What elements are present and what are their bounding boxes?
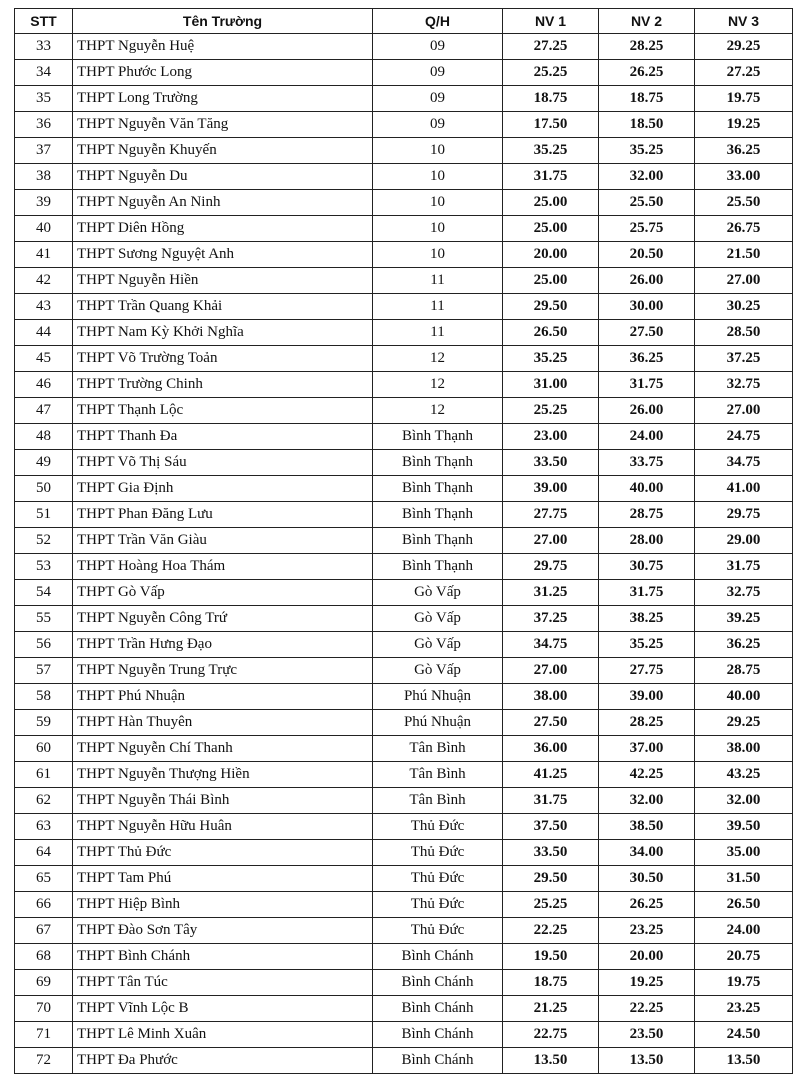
cell-school-name: THPT Gò Vấp <box>73 580 373 606</box>
cell-nv3: 26.50 <box>695 892 793 918</box>
cell-stt: 66 <box>15 892 73 918</box>
cell-nv3: 19.75 <box>695 86 793 112</box>
cell-stt: 63 <box>15 814 73 840</box>
cell-stt: 37 <box>15 138 73 164</box>
cell-nv1: 27.00 <box>503 658 599 684</box>
cell-nv1: 31.75 <box>503 164 599 190</box>
cell-stt: 68 <box>15 944 73 970</box>
cell-nv3: 29.75 <box>695 502 793 528</box>
cell-school-name: THPT Võ Thị Sáu <box>73 450 373 476</box>
cell-district: 12 <box>373 346 503 372</box>
table-row <box>15 294 793 320</box>
cell-school-name: THPT Phan Đăng Lưu <box>73 502 373 528</box>
cell-nv3: 28.50 <box>695 320 793 346</box>
cell-nv2: 42.25 <box>599 762 695 788</box>
cell-nv1: 34.75 <box>503 632 599 658</box>
cell-district: 12 <box>373 372 503 398</box>
cell-district: Bình Chánh <box>373 944 503 970</box>
cell-nv1: 23.00 <box>503 424 599 450</box>
cell-nv3: 33.00 <box>695 164 793 190</box>
cell-stt: 44 <box>15 320 73 346</box>
table-row <box>15 450 793 476</box>
table-row <box>15 684 793 710</box>
cell-nv1: 27.00 <box>503 528 599 554</box>
cell-district: Tân Bình <box>373 788 503 814</box>
cell-nv1: 39.00 <box>503 476 599 502</box>
cell-nv3: 19.75 <box>695 970 793 996</box>
cell-nv3: 25.50 <box>695 190 793 216</box>
cell-district: Bình Chánh <box>373 996 503 1022</box>
table-row <box>15 34 793 60</box>
cell-school-name: THPT Hoàng Hoa Thám <box>73 554 373 580</box>
cell-stt: 34 <box>15 60 73 86</box>
cell-school-name: THPT Nguyễn Thái Bình <box>73 788 373 814</box>
cell-stt: 49 <box>15 450 73 476</box>
cell-stt: 56 <box>15 632 73 658</box>
cell-stt: 39 <box>15 190 73 216</box>
cell-district: 10 <box>373 190 503 216</box>
cell-nv1: 25.25 <box>503 60 599 86</box>
cell-district: Gò Vấp <box>373 580 503 606</box>
cell-stt: 64 <box>15 840 73 866</box>
cell-nv3: 36.25 <box>695 632 793 658</box>
cell-nv2: 19.25 <box>599 970 695 996</box>
cell-stt: 48 <box>15 424 73 450</box>
cell-nv1: 13.50 <box>503 1048 599 1074</box>
cell-school-name: THPT Thạnh Lộc <box>73 398 373 424</box>
cell-nv1: 37.50 <box>503 814 599 840</box>
table-header <box>15 9 793 34</box>
cell-school-name: THPT Gia Định <box>73 476 373 502</box>
cell-nv3: 31.75 <box>695 554 793 580</box>
cell-nv3: 27.00 <box>695 268 793 294</box>
cell-district: Thủ Đức <box>373 866 503 892</box>
cell-nv2: 26.25 <box>599 892 695 918</box>
cell-stt: 36 <box>15 112 73 138</box>
cell-school-name: THPT Tân Túc <box>73 970 373 996</box>
cell-nv1: 22.25 <box>503 918 599 944</box>
cell-nv2: 28.25 <box>599 710 695 736</box>
cell-nv2: 31.75 <box>599 372 695 398</box>
table-row <box>15 528 793 554</box>
cell-nv3: 29.25 <box>695 34 793 60</box>
cell-stt: 45 <box>15 346 73 372</box>
cell-nv2: 35.25 <box>599 632 695 658</box>
cell-nv1: 19.50 <box>503 944 599 970</box>
cell-nv3: 30.25 <box>695 294 793 320</box>
cell-district: Tân Bình <box>373 762 503 788</box>
table-row <box>15 268 793 294</box>
cell-nv2: 23.50 <box>599 1022 695 1048</box>
cell-nv1: 25.00 <box>503 190 599 216</box>
table-row <box>15 554 793 580</box>
cell-nv1: 17.50 <box>503 112 599 138</box>
cell-nv2: 24.00 <box>599 424 695 450</box>
cell-stt: 38 <box>15 164 73 190</box>
cell-nv3: 26.75 <box>695 216 793 242</box>
cell-nv3: 37.25 <box>695 346 793 372</box>
table-row <box>15 970 793 996</box>
table-row <box>15 1022 793 1048</box>
cell-nv2: 22.25 <box>599 996 695 1022</box>
cell-nv1: 31.75 <box>503 788 599 814</box>
cell-nv2: 32.00 <box>599 788 695 814</box>
cell-nv2: 18.75 <box>599 86 695 112</box>
cell-nv2: 40.00 <box>599 476 695 502</box>
cell-nv1: 27.25 <box>503 34 599 60</box>
cell-nv2: 30.75 <box>599 554 695 580</box>
cell-district: Bình Chánh <box>373 1022 503 1048</box>
cell-nv2: 28.00 <box>599 528 695 554</box>
cell-nv1: 37.25 <box>503 606 599 632</box>
score-table-sheet <box>14 8 792 1074</box>
cell-nv2: 18.50 <box>599 112 695 138</box>
cell-stt: 57 <box>15 658 73 684</box>
cell-nv3: 32.75 <box>695 580 793 606</box>
admission-scores-table <box>14 8 793 1074</box>
table-row <box>15 840 793 866</box>
cell-district: 09 <box>373 34 503 60</box>
table-row <box>15 502 793 528</box>
cell-nv3: 29.00 <box>695 528 793 554</box>
cell-school-name: THPT Phước Long <box>73 60 373 86</box>
cell-nv2: 30.50 <box>599 866 695 892</box>
cell-nv2: 34.00 <box>599 840 695 866</box>
cell-district: Bình Thạnh <box>373 554 503 580</box>
cell-nv1: 31.00 <box>503 372 599 398</box>
cell-nv1: 36.00 <box>503 736 599 762</box>
cell-nv3: 38.00 <box>695 736 793 762</box>
cell-school-name: THPT Nguyễn An Ninh <box>73 190 373 216</box>
table-row <box>15 138 793 164</box>
cell-nv1: 33.50 <box>503 450 599 476</box>
cell-nv2: 31.75 <box>599 580 695 606</box>
cell-nv3: 39.25 <box>695 606 793 632</box>
cell-nv3: 36.25 <box>695 138 793 164</box>
cell-nv3: 41.00 <box>695 476 793 502</box>
cell-nv2: 39.00 <box>599 684 695 710</box>
table-row <box>15 918 793 944</box>
table-row <box>15 606 793 632</box>
cell-district: Gò Vấp <box>373 606 503 632</box>
table-row <box>15 346 793 372</box>
table-row <box>15 658 793 684</box>
table-row <box>15 164 793 190</box>
table-body <box>15 34 793 1074</box>
cell-district: Bình Thạnh <box>373 476 503 502</box>
cell-nv1: 18.75 <box>503 970 599 996</box>
cell-stt: 65 <box>15 866 73 892</box>
cell-school-name: THPT Nguyễn Văn Tăng <box>73 112 373 138</box>
cell-stt: 69 <box>15 970 73 996</box>
cell-nv1: 21.25 <box>503 996 599 1022</box>
cell-district: Thủ Đức <box>373 840 503 866</box>
cell-school-name: THPT Phú Nhuận <box>73 684 373 710</box>
cell-stt: 46 <box>15 372 73 398</box>
cell-stt: 35 <box>15 86 73 112</box>
cell-school-name: THPT Thủ Đức <box>73 840 373 866</box>
cell-stt: 72 <box>15 1048 73 1074</box>
cell-district: 11 <box>373 294 503 320</box>
cell-nv3: 24.50 <box>695 1022 793 1048</box>
table-row <box>15 892 793 918</box>
cell-school-name: THPT Sương Nguyệt Anh <box>73 242 373 268</box>
cell-school-name: THPT Nguyễn Thượng Hiền <box>73 762 373 788</box>
table-row <box>15 944 793 970</box>
cell-nv3: 24.00 <box>695 918 793 944</box>
cell-school-name: THPT Nam Kỳ Khởi Nghĩa <box>73 320 373 346</box>
cell-nv2: 38.25 <box>599 606 695 632</box>
cell-school-name: THPT Trường Chinh <box>73 372 373 398</box>
cell-nv1: 29.50 <box>503 866 599 892</box>
cell-district: Bình Chánh <box>373 970 503 996</box>
cell-district: Phú Nhuận <box>373 684 503 710</box>
cell-district: Bình Thạnh <box>373 528 503 554</box>
cell-school-name: THPT Nguyễn Khuyến <box>73 138 373 164</box>
table-row <box>15 762 793 788</box>
cell-nv2: 26.00 <box>599 398 695 424</box>
cell-district: Gò Vấp <box>373 658 503 684</box>
cell-nv1: 25.00 <box>503 268 599 294</box>
cell-stt: 71 <box>15 1022 73 1048</box>
cell-nv1: 29.75 <box>503 554 599 580</box>
cell-stt: 47 <box>15 398 73 424</box>
cell-nv3: 19.25 <box>695 112 793 138</box>
cell-school-name: THPT Nguyễn Chí Thanh <box>73 736 373 762</box>
cell-stt: 51 <box>15 502 73 528</box>
cell-school-name: THPT Nguyễn Du <box>73 164 373 190</box>
cell-nv2: 20.00 <box>599 944 695 970</box>
cell-nv1: 38.00 <box>503 684 599 710</box>
cell-stt: 50 <box>15 476 73 502</box>
cell-nv2: 32.00 <box>599 164 695 190</box>
cell-nv2: 26.25 <box>599 60 695 86</box>
cell-school-name: THPT Thanh Đa <box>73 424 373 450</box>
header-nv2: NV 2 <box>599 9 695 34</box>
cell-school-name: THPT Trần Quang Khải <box>73 294 373 320</box>
cell-school-name: THPT Trần Hưng Đạo <box>73 632 373 658</box>
table-row <box>15 60 793 86</box>
cell-nv2: 38.50 <box>599 814 695 840</box>
header-nv3: NV 3 <box>695 9 793 34</box>
cell-nv3: 35.00 <box>695 840 793 866</box>
cell-school-name: THPT Lê Minh Xuân <box>73 1022 373 1048</box>
cell-nv2: 25.50 <box>599 190 695 216</box>
table-row <box>15 788 793 814</box>
cell-nv2: 35.25 <box>599 138 695 164</box>
cell-nv1: 26.50 <box>503 320 599 346</box>
cell-nv2: 33.75 <box>599 450 695 476</box>
cell-district: 10 <box>373 216 503 242</box>
cell-school-name: THPT Nguyễn Hữu Huân <box>73 814 373 840</box>
cell-nv2: 37.00 <box>599 736 695 762</box>
cell-nv1: 31.25 <box>503 580 599 606</box>
table-row <box>15 320 793 346</box>
cell-district: Thủ Đức <box>373 918 503 944</box>
cell-school-name: THPT Trần Văn Giàu <box>73 528 373 554</box>
cell-district: Thủ Đức <box>373 892 503 918</box>
cell-district: Gò Vấp <box>373 632 503 658</box>
cell-nv3: 32.00 <box>695 788 793 814</box>
table-row <box>15 1048 793 1074</box>
cell-nv2: 23.25 <box>599 918 695 944</box>
cell-nv1: 29.50 <box>503 294 599 320</box>
cell-district: 10 <box>373 242 503 268</box>
cell-nv3: 20.75 <box>695 944 793 970</box>
cell-nv2: 26.00 <box>599 268 695 294</box>
table-row <box>15 996 793 1022</box>
header-row <box>15 9 793 34</box>
cell-nv1: 27.50 <box>503 710 599 736</box>
cell-district: Tân Bình <box>373 736 503 762</box>
header-school-name: Tên Trường <box>73 9 373 34</box>
cell-school-name: THPT Nguyễn Công Trứ <box>73 606 373 632</box>
cell-nv1: 35.25 <box>503 138 599 164</box>
table-row <box>15 242 793 268</box>
cell-nv3: 29.25 <box>695 710 793 736</box>
cell-school-name: THPT Long Trường <box>73 86 373 112</box>
table-row <box>15 736 793 762</box>
table-row <box>15 86 793 112</box>
cell-nv1: 22.75 <box>503 1022 599 1048</box>
cell-nv3: 31.50 <box>695 866 793 892</box>
cell-district: 09 <box>373 86 503 112</box>
cell-stt: 53 <box>15 554 73 580</box>
cell-nv3: 27.25 <box>695 60 793 86</box>
cell-nv3: 23.25 <box>695 996 793 1022</box>
cell-nv1: 18.75 <box>503 86 599 112</box>
cell-nv3: 39.50 <box>695 814 793 840</box>
cell-nv1: 25.25 <box>503 892 599 918</box>
cell-nv3: 21.50 <box>695 242 793 268</box>
cell-district: 12 <box>373 398 503 424</box>
cell-stt: 33 <box>15 34 73 60</box>
cell-stt: 41 <box>15 242 73 268</box>
cell-nv1: 41.25 <box>503 762 599 788</box>
cell-district: 09 <box>373 112 503 138</box>
cell-district: 10 <box>373 164 503 190</box>
table-row <box>15 112 793 138</box>
cell-stt: 43 <box>15 294 73 320</box>
table-row <box>15 424 793 450</box>
cell-district: Bình Thạnh <box>373 450 503 476</box>
cell-nv1: 33.50 <box>503 840 599 866</box>
table-row <box>15 190 793 216</box>
cell-district: Bình Chánh <box>373 1048 503 1074</box>
cell-nv1: 20.00 <box>503 242 599 268</box>
cell-school-name: THPT Hiệp Bình <box>73 892 373 918</box>
cell-nv1: 25.00 <box>503 216 599 242</box>
cell-stt: 70 <box>15 996 73 1022</box>
table-row <box>15 814 793 840</box>
cell-stt: 40 <box>15 216 73 242</box>
cell-school-name: THPT Nguyễn Trung Trực <box>73 658 373 684</box>
table-row <box>15 216 793 242</box>
cell-school-name: THPT Tam Phú <box>73 866 373 892</box>
cell-nv2: 36.25 <box>599 346 695 372</box>
cell-stt: 62 <box>15 788 73 814</box>
table-row <box>15 866 793 892</box>
cell-district: 11 <box>373 268 503 294</box>
cell-nv3: 28.75 <box>695 658 793 684</box>
cell-nv2: 27.75 <box>599 658 695 684</box>
cell-district: 10 <box>373 138 503 164</box>
header-nv1: NV 1 <box>503 9 599 34</box>
cell-nv3: 34.75 <box>695 450 793 476</box>
cell-stt: 67 <box>15 918 73 944</box>
cell-stt: 54 <box>15 580 73 606</box>
table-row <box>15 372 793 398</box>
cell-nv2: 25.75 <box>599 216 695 242</box>
cell-school-name: THPT Đa Phước <box>73 1048 373 1074</box>
cell-stt: 61 <box>15 762 73 788</box>
cell-district: 11 <box>373 320 503 346</box>
cell-nv2: 20.50 <box>599 242 695 268</box>
cell-nv3: 24.75 <box>695 424 793 450</box>
cell-nv2: 13.50 <box>599 1048 695 1074</box>
cell-nv1: 35.25 <box>503 346 599 372</box>
cell-nv2: 28.25 <box>599 34 695 60</box>
cell-nv3: 32.75 <box>695 372 793 398</box>
cell-school-name: THPT Hàn Thuyên <box>73 710 373 736</box>
cell-district: Thủ Đức <box>373 814 503 840</box>
table-row <box>15 476 793 502</box>
cell-stt: 60 <box>15 736 73 762</box>
cell-nv3: 27.00 <box>695 398 793 424</box>
cell-school-name: THPT Nguyễn Huệ <box>73 34 373 60</box>
cell-district: Bình Thạnh <box>373 502 503 528</box>
cell-nv2: 30.00 <box>599 294 695 320</box>
cell-school-name: THPT Vĩnh Lộc B <box>73 996 373 1022</box>
header-district: Q/H <box>373 9 503 34</box>
cell-nv3: 43.25 <box>695 762 793 788</box>
table-row <box>15 398 793 424</box>
cell-nv3: 40.00 <box>695 684 793 710</box>
cell-district: Bình Thạnh <box>373 424 503 450</box>
cell-stt: 58 <box>15 684 73 710</box>
cell-school-name: THPT Võ Trường Toản <box>73 346 373 372</box>
cell-school-name: THPT Đào Sơn Tây <box>73 918 373 944</box>
cell-stt: 59 <box>15 710 73 736</box>
cell-nv2: 27.50 <box>599 320 695 346</box>
cell-nv3: 13.50 <box>695 1048 793 1074</box>
cell-school-name: THPT Bình Chánh <box>73 944 373 970</box>
cell-nv2: 28.75 <box>599 502 695 528</box>
cell-school-name: THPT Diên Hồng <box>73 216 373 242</box>
cell-nv1: 27.75 <box>503 502 599 528</box>
cell-nv1: 25.25 <box>503 398 599 424</box>
cell-stt: 42 <box>15 268 73 294</box>
cell-school-name: THPT Nguyễn Hiền <box>73 268 373 294</box>
header-stt: STT <box>15 9 73 34</box>
cell-stt: 55 <box>15 606 73 632</box>
cell-district: Phú Nhuận <box>373 710 503 736</box>
cell-district: 09 <box>373 60 503 86</box>
table-row <box>15 580 793 606</box>
cell-stt: 52 <box>15 528 73 554</box>
table-row <box>15 632 793 658</box>
table-row <box>15 710 793 736</box>
